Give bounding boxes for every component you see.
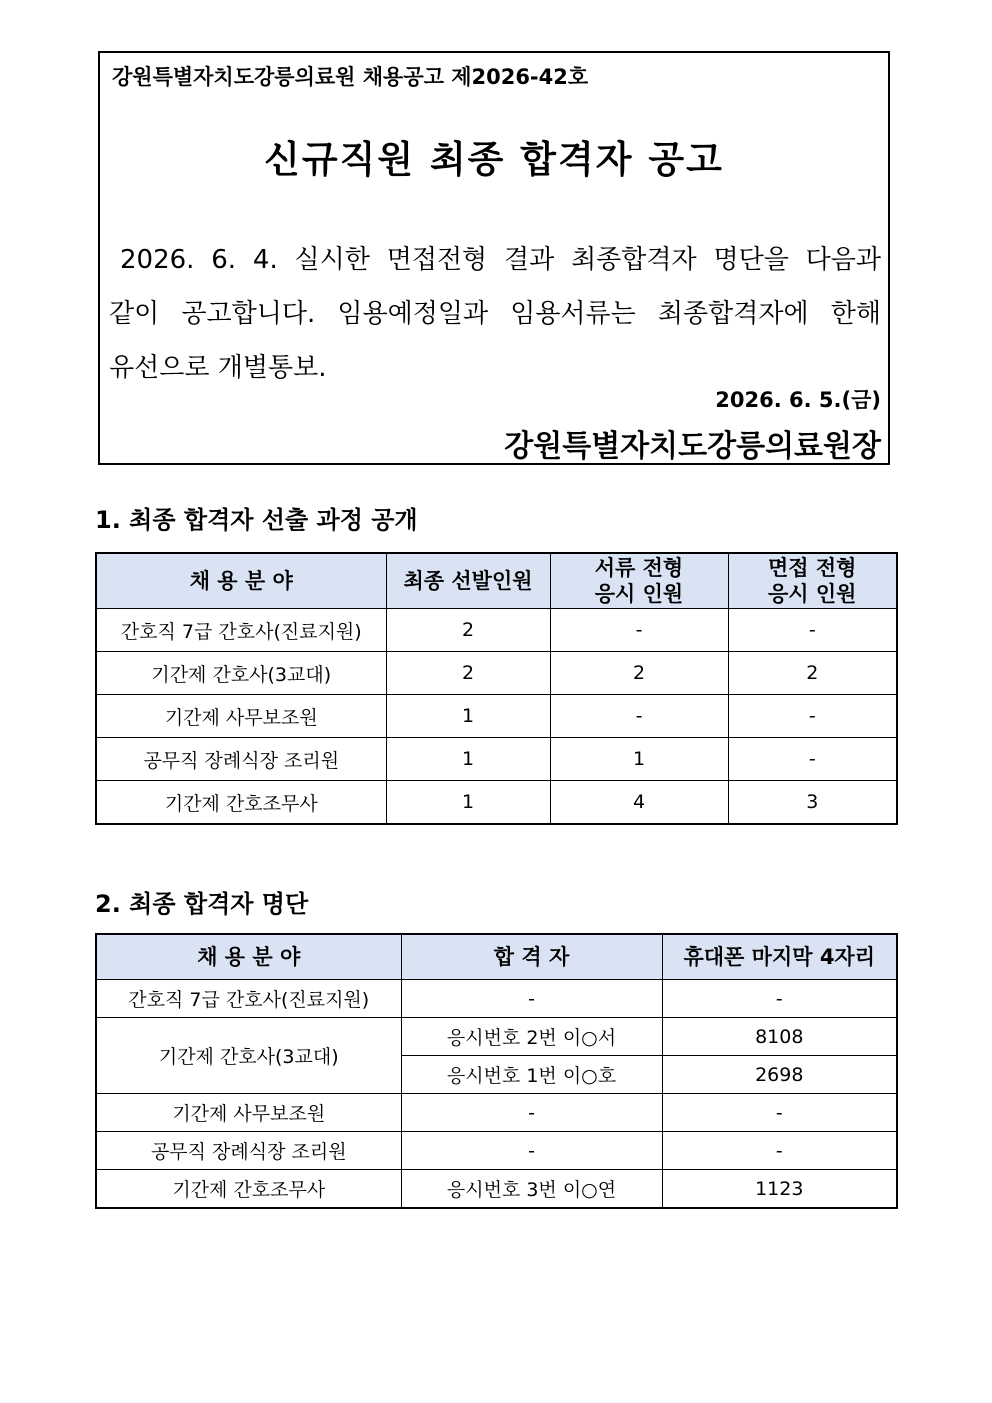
selection-process-table (95, 552, 898, 825)
header-final-count: 최종 선발인원 (386, 553, 550, 609)
header-candidate: 합 격 자 (401, 934, 662, 980)
table-row (96, 1170, 897, 1209)
table-header-row (96, 553, 897, 609)
notice-body-line: 2026. 6. 4. 실시한 면접전형 결과 최종합격자 명단을 다음과 (120, 245, 881, 275)
notice-title: 신규직원 최종 합격자 공고 (264, 138, 724, 181)
cell-final-count: 2 (386, 652, 550, 695)
notice-date: 2026. 6. 5.(금) (715, 388, 881, 412)
cell-phone: 2698 (662, 1056, 897, 1094)
cell-phone: - (662, 1132, 897, 1170)
cell-field: 기간제 간호조무사 (96, 781, 386, 825)
header-document-applicants: 서류 전형 응시 인원 (550, 553, 728, 609)
cell-candidate: - (401, 980, 662, 1018)
cell-document: 2 (550, 652, 728, 695)
cell-document: - (550, 695, 728, 738)
section1-heading: 1. 최종 합격자 선출 과정 공개 (95, 506, 418, 534)
notice-body (109, 233, 881, 395)
cell-interview: 3 (728, 781, 897, 825)
cell-field: 공무직 장례식장 조리원 (96, 738, 386, 781)
table-row (96, 738, 897, 781)
header-field: 채 용 분 야 (96, 934, 401, 980)
cell-final-count: 2 (386, 609, 550, 652)
notice-body-line: 유선으로 개별통보. (109, 353, 327, 383)
cell-field: 기간제 간호조무사 (96, 1170, 401, 1209)
table-row (96, 1132, 897, 1170)
cell-field: 기간제 사무보조원 (96, 1094, 401, 1132)
notice-body-line: 같이 공고합니다. 임용예정일과 임용서류는 최종합격자에 한해 (109, 299, 881, 329)
cell-candidate: 응시번호 3번 이○연 (401, 1170, 662, 1209)
cell-interview: - (728, 695, 897, 738)
cell-field: 간호직 7급 간호사(진료지원) (96, 609, 386, 652)
cell-candidate: 응시번호 2번 이○서 (401, 1018, 662, 1056)
cell-document: 4 (550, 781, 728, 825)
cell-final-count: 1 (386, 738, 550, 781)
table-row (96, 652, 897, 695)
cell-interview: - (728, 609, 897, 652)
cell-field: 간호직 7급 간호사(진료지원) (96, 980, 401, 1018)
cell-candidate: - (401, 1132, 662, 1170)
table-row (96, 695, 897, 738)
cell-phone: - (662, 1094, 897, 1132)
cell-candidate: 응시번호 1번 이○호 (401, 1056, 662, 1094)
cell-document: 1 (550, 738, 728, 781)
cell-interview: - (728, 738, 897, 781)
notice-box (98, 51, 890, 465)
cell-document: - (550, 609, 728, 652)
cell-phone: 1123 (662, 1170, 897, 1209)
table-header-row (96, 934, 897, 980)
final-candidates-table (95, 933, 898, 1209)
notice-number: 강원특별자치도강릉의료원 채용공고 제2026-42호 (112, 65, 589, 89)
header-phone-last4: 휴대폰 마지막 4자리 (662, 934, 897, 980)
table-row (96, 980, 897, 1018)
header-field: 채 용 분 야 (96, 553, 386, 609)
table-row (96, 609, 897, 652)
cell-interview: 2 (728, 652, 897, 695)
table-row (96, 781, 897, 825)
cell-candidate: - (401, 1094, 662, 1132)
table-row (96, 1018, 897, 1056)
header-interview-applicants: 면접 전형 응시 인원 (728, 553, 897, 609)
cell-phone: - (662, 980, 897, 1018)
cell-field: 기간제 간호사(3교대) (96, 1018, 401, 1094)
table-row (96, 1094, 897, 1132)
cell-phone: 8108 (662, 1018, 897, 1056)
cell-final-count: 1 (386, 781, 550, 825)
cell-field: 공무직 장례식장 조리원 (96, 1132, 401, 1170)
cell-field: 기간제 간호사(3교대) (96, 652, 386, 695)
section2-heading: 2. 최종 합격자 명단 (95, 890, 309, 918)
cell-final-count: 1 (386, 695, 550, 738)
notice-issuer: 강원특별자치도강릉의료원장 (504, 429, 881, 464)
cell-field: 기간제 사무보조원 (96, 695, 386, 738)
